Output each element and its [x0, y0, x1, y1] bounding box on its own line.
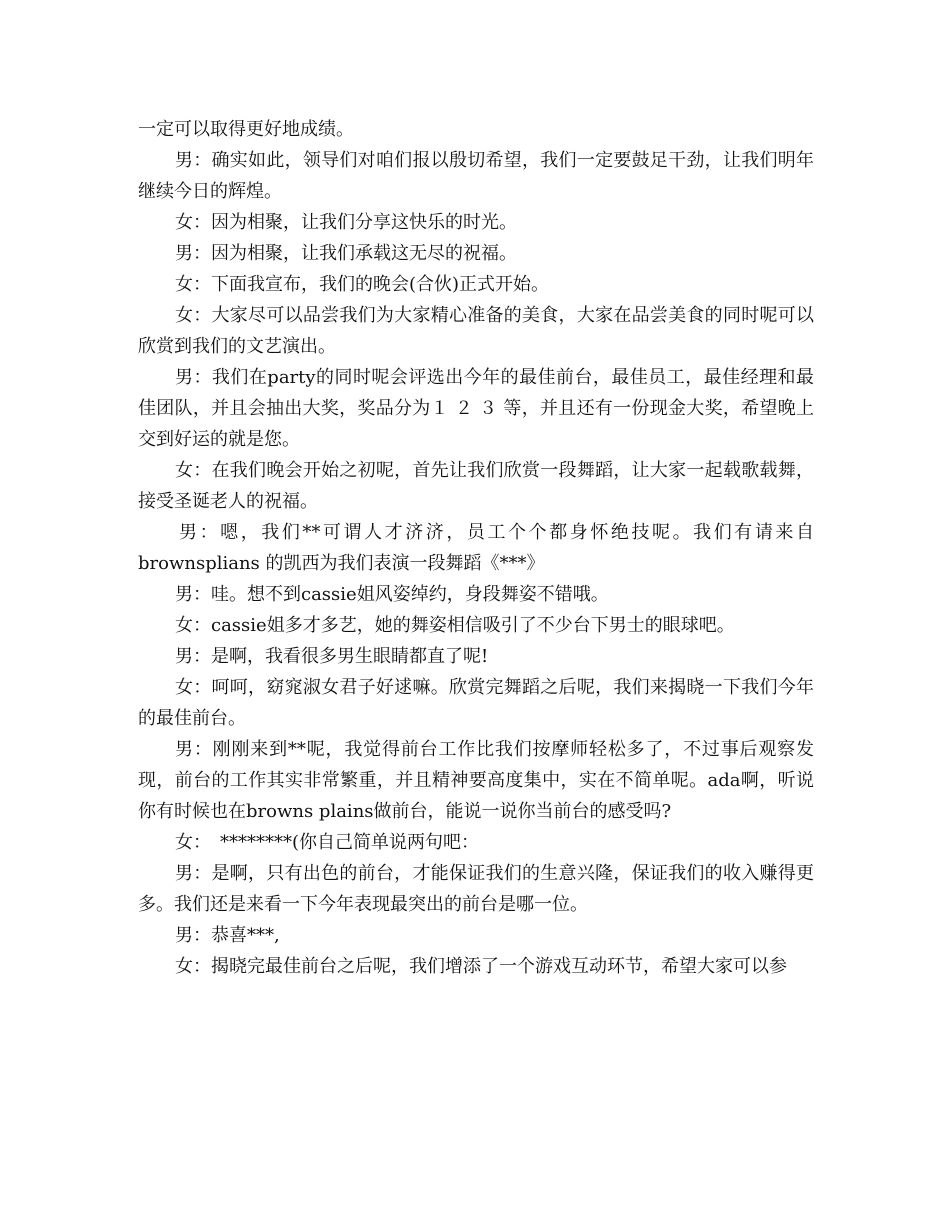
- dialogue-paragraph: 女：在我们晚会开始之初呢，首先让我们欣赏一段舞蹈，让大家一起载歌载舞，接受圣诞老人的祝福。: [138, 460, 814, 512]
- dialogue-paragraph: 女：大家尽可以品尝我们为大家精心准备的美食，大家在品尝美食的同时呢可以欣赏到我们的文艺演出。: [138, 305, 814, 357]
- dialogue-paragraph: 男：哇。想不到cassie姐风姿绰约，身段舞姿不错哦。: [175, 584, 609, 605]
- dialogue-paragraph: 男：确实如此，领导们对咱们报以殷切希望，我们一定要鼓足干劲，让我们明年继续今日的辉煌。: [138, 150, 814, 202]
- dialogue-paragraph: 女： ********(你自己简单说两句吧：: [175, 832, 480, 853]
- dialogue-paragraph: 男：嗯，我们**可谓人才济济，员工个个都身怀绝技呢。我们有请来自brownsplians 的凯西为我们表演一段舞蹈《***》: [138, 522, 814, 574]
- dialogue-paragraph: 男：是啊，我看很多男生眼睛都直了呢!: [175, 646, 489, 667]
- dialogue-paragraph: 男：恭喜***,: [175, 925, 280, 946]
- dialogue-paragraph: 女：因为相聚，让我们分享这快乐的时光。: [175, 212, 517, 233]
- dialogue-paragraph: 男：我们在party的同时呢会评选出今年的最佳前台，最佳员工，最佳经理和最佳团队，并且会抽出大奖，奖品分为１ ２ ３ 等，并且还有一份现金大奖，希望晚上交到好运的就是您。: [138, 367, 814, 450]
- dialogue-paragraph: 男：刚刚来到**呢，我觉得前台工作比我们按摩师轻松多了，不过事后观察发现，前台的工作其实非常繁重，并且精神要高度集中，实在不简单呢。ada啊，听说你有时候也在browns plains做前台，能说一说你当前台的感受吗?: [138, 739, 814, 822]
- dialogue-paragraph: 女：cassie姐多才多艺，她的舞姿相信吸引了不少台下男士的眼球吧。: [175, 615, 735, 636]
- document-body: [138, 114, 814, 982]
- dialogue-paragraph: 男：因为相聚，让我们承载这无尽的祝福。: [175, 243, 517, 264]
- dialogue-paragraph: 女：揭晓完最佳前台之后呢，我们增添了一个游戏互动环节，希望大家可以参: [175, 956, 787, 977]
- dialogue-paragraph: 女：呵呵，窈窕淑女君子好逑嘛。欣赏完舞蹈之后呢，我们来揭晓一下我们今年的最佳前台。: [138, 677, 814, 729]
- dialogue-paragraph: 女：下面我宣布，我们的晚会(合伙)正式开始。: [175, 274, 550, 295]
- dialogue-paragraph: 男：是啊，只有出色的前台，才能保证我们的生意兴隆，保证我们的收入赚得更多。我们还是来看一下今年表现最突出的前台是哪一位。: [138, 863, 814, 915]
- dialogue-paragraph: 一定可以取得更好地成绩。: [138, 119, 354, 140]
